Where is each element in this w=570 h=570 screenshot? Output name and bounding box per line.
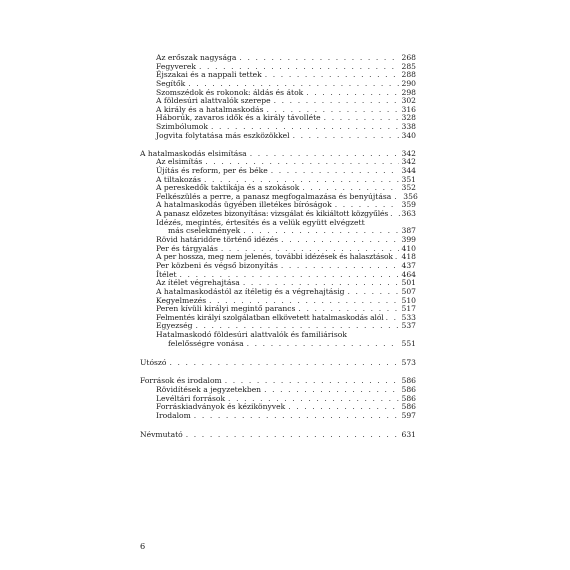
dot-leader xyxy=(386,314,400,323)
toc-entry-page: 597 xyxy=(401,410,416,420)
toc-entry xyxy=(140,132,416,141)
toc-entry-label: A tiltakozás xyxy=(156,174,201,184)
toc-entry-label: Hatalmaskodó földesúri alattvalók és familiárisok xyxy=(156,330,347,340)
toc-entry-page: 268 xyxy=(401,53,416,62)
toc-entry-page: 533 xyxy=(401,312,416,322)
toc-entry-label: Forráskiadványok és kézikönyvek xyxy=(156,402,286,412)
toc-entry-page: 573 xyxy=(401,357,416,367)
toc-entry-page: 418 xyxy=(401,252,416,262)
toc-entry-label: A panasz előzetes bizonyítása: vizsgálat és kikiáltott közgyűlés xyxy=(156,209,389,219)
dot-leader xyxy=(247,340,399,349)
toc-entry-page: 298 xyxy=(401,87,416,97)
toc-entry-label: Irodalom xyxy=(156,410,191,420)
toc-entry-label: A per hossza, meg nem jelenés, további idézések és halasztások xyxy=(156,252,393,262)
toc-entry-label: Fegyverek xyxy=(156,61,197,71)
dot-leader xyxy=(264,386,398,395)
toc-entry-label: Levéltári források xyxy=(156,393,226,403)
dot-leader xyxy=(194,412,399,421)
toc-entry-label: Az ítélet végrehajtása xyxy=(156,278,240,288)
toc-entry-label: Rövidítések a jegyzetekben xyxy=(156,385,262,395)
toc-entry-page: 338 xyxy=(401,122,416,132)
toc-entry-page: 356 xyxy=(403,191,418,201)
dot-leader xyxy=(324,114,399,123)
dot-leader xyxy=(395,253,400,262)
dot-leader xyxy=(293,132,399,141)
dot-leader xyxy=(250,150,399,159)
toc-entry-page: 510 xyxy=(401,295,416,305)
toc-entry-label: Az elsimítás xyxy=(156,157,203,167)
toc-entry-label: Újítás és reform, per és béke xyxy=(156,165,268,175)
toc-entry-page: 342 xyxy=(401,157,416,167)
toc-entry xyxy=(140,262,416,271)
toc-entry-label: Háborúk, zavaros idők és a király távolléte xyxy=(156,113,321,123)
toc-entry-page: 351 xyxy=(401,174,416,184)
toc-entry-page: 464 xyxy=(401,269,416,279)
toc-entry-label: Szomszédok és rokonok: áldás és átok xyxy=(156,87,304,97)
toc-entry-page: 586 xyxy=(401,402,416,412)
toc-entry-page: 399 xyxy=(401,235,416,245)
toc-chapter xyxy=(140,431,416,440)
toc-entry xyxy=(140,412,416,421)
toc-entry-label: Per és tárgyalás xyxy=(156,243,218,253)
toc-entry-label: Szimbólumok xyxy=(156,122,208,132)
toc-entry-label: Éjszakai és a nappali tettek xyxy=(156,70,262,80)
toc-entry-page: 352 xyxy=(401,183,416,193)
toc-entry-page: 501 xyxy=(401,278,416,288)
toc-chapter-label: Névmutató xyxy=(140,429,183,439)
toc-entry-page: 285 xyxy=(401,61,416,71)
toc-entry xyxy=(140,219,416,236)
toc-entry-page: 586 xyxy=(401,385,416,395)
toc-entry-page: 359 xyxy=(401,200,416,210)
toc-entry-label: A hatalmaskodás ügyében illetékes bíróságok xyxy=(156,200,332,210)
toc-entry-page: 410 xyxy=(401,243,416,253)
toc-entry-label: A földesúri alattvalók szerepe xyxy=(156,96,271,106)
toc-entry-page: 342 xyxy=(401,148,416,158)
toc-entry-page: 631 xyxy=(401,429,416,439)
dot-leader xyxy=(170,359,399,368)
toc-entry-page: 302 xyxy=(401,96,416,106)
dot-leader xyxy=(281,236,398,245)
toc-entry-page: 586 xyxy=(401,376,416,386)
dot-leader xyxy=(186,431,399,440)
toc-entry-label: Per közbeni és végső bizonyítás xyxy=(156,260,278,270)
toc-entry-label: Idézés, megintés, értesítés és a velük együtt elvégzett xyxy=(156,217,365,227)
toc-entry-page: 288 xyxy=(401,70,416,80)
dot-leader xyxy=(271,167,399,176)
toc-entry-label: A pereskedők taktikája és a szokások xyxy=(156,183,300,193)
toc-entry-page: 316 xyxy=(401,104,416,114)
toc-entry-label: Peren kívüli királyi megintő parancs xyxy=(156,304,296,314)
dot-leader xyxy=(288,403,398,412)
toc-entry-label: Egyezség xyxy=(156,321,193,331)
toc-entry-label: Rövid határidőre történő idézés xyxy=(156,235,279,245)
toc-chapter-label: Források és irodalom xyxy=(140,376,222,386)
toc-entry-page: 537 xyxy=(401,321,416,331)
toc-entry-page: 344 xyxy=(401,165,416,175)
toc-entry-label: Kegyelmezés xyxy=(156,295,207,305)
toc-chapter-label: A hatalmaskodás elsimítása xyxy=(140,148,247,158)
toc-entry-page: 437 xyxy=(401,260,416,270)
toc-entry-label-cont: felelősségre vonása xyxy=(168,338,244,348)
toc-entry-page: 387 xyxy=(401,226,416,236)
toc-entry-page: 363 xyxy=(401,209,416,219)
table-of-contents xyxy=(140,54,416,439)
toc-entry-label: Ítélet xyxy=(156,269,177,279)
toc-chapter-label: Utószó xyxy=(140,357,167,367)
toc-entry-page: 328 xyxy=(401,113,416,123)
toc-entry-label: Jogvita folytatása más eszközökkel xyxy=(156,130,290,140)
toc-entry-label: Felkészülés a perre, a panasz megfogalmazása és benyújtása xyxy=(156,191,392,201)
toc-entry-label-cont: más cselekmények xyxy=(168,226,241,236)
toc-entry-label: A király és a hatalmaskodás xyxy=(156,104,264,114)
dot-leader xyxy=(394,193,400,202)
page-number: 6 xyxy=(140,541,146,551)
toc-entry-page: 507 xyxy=(401,286,416,296)
toc-entry-label: Segítők xyxy=(156,78,186,88)
toc-entry-page: 586 xyxy=(401,393,416,403)
toc-entry-page: 290 xyxy=(401,78,416,88)
dot-leader xyxy=(390,210,399,219)
dot-leader xyxy=(281,262,399,271)
dot-leader xyxy=(348,288,399,297)
dot-leader xyxy=(239,54,398,63)
toc-entry-label: Felmentés királyi szolgálatban elkövetett hatalmaskodás alól xyxy=(156,312,384,322)
toc-entry-page: 340 xyxy=(401,130,416,140)
toc-entry xyxy=(140,331,416,348)
dot-leader xyxy=(265,71,399,80)
toc-entry-page: 551 xyxy=(401,338,416,348)
dot-leader xyxy=(306,89,398,98)
toc-entry-label: Az erőszak nagysága xyxy=(156,53,237,62)
toc-entry-page: 517 xyxy=(401,304,416,314)
dot-leader xyxy=(274,97,399,106)
toc-entry-label: A hatalmaskodástól az ítéletig és a végrehajtásig xyxy=(156,286,345,296)
toc-chapter xyxy=(140,359,416,368)
